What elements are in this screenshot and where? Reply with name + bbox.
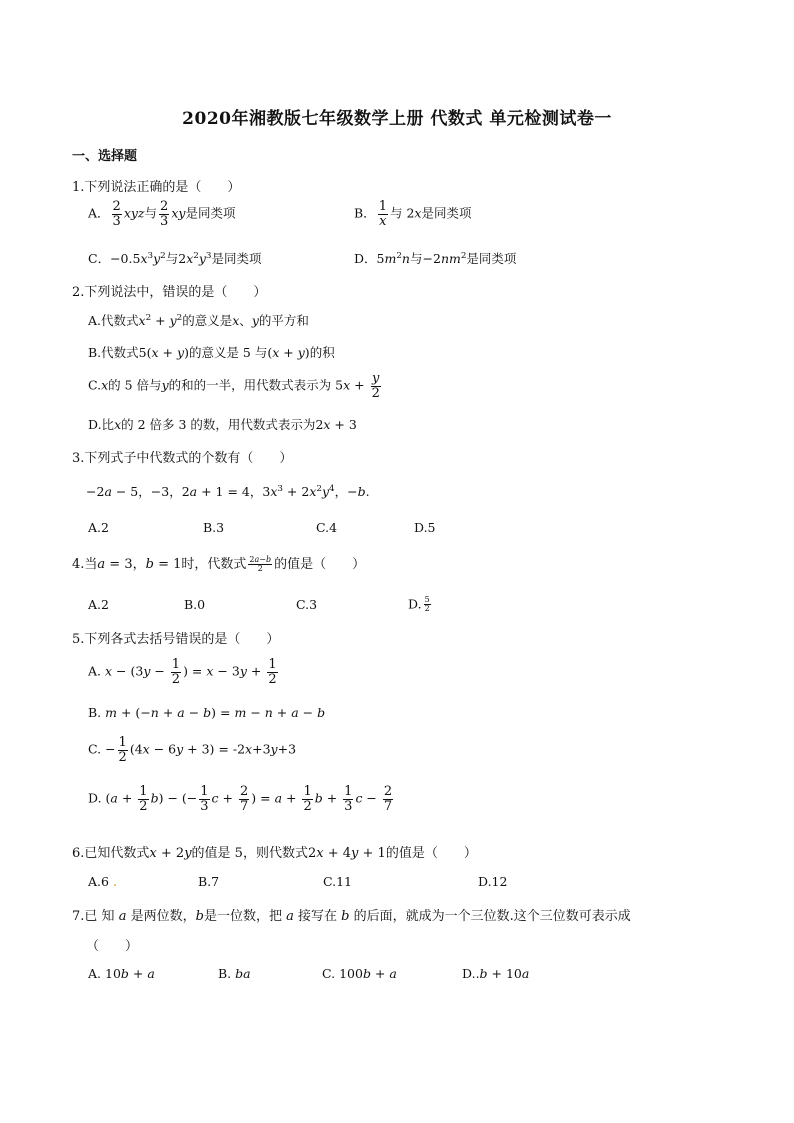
question-1-option-a: A． $\frac{2}{3}$ xyz与 $\frac{2}{3}$ xy是同类项 <box>88 199 236 229</box>
option-label: C． <box>88 251 111 266</box>
question-4-stem: 4.当a = 3，b = 1时，代数式 $\frac{2a-b}{2}$ 的值是（ ） <box>72 554 366 573</box>
option-label: A. <box>88 966 102 981</box>
option-text: 是同类项 <box>421 205 472 221</box>
question-6-option-a <box>88 874 117 889</box>
question-2-stem: 2.下列说法中，错误的是（ ） <box>72 285 267 300</box>
conjunction: 与 <box>165 251 179 266</box>
fraction: $\frac{5}{2}$ <box>424 595 430 614</box>
fraction: $\frac{2}{3}$ <box>160 199 169 229</box>
option-text: 的和的一半，用代数式表示为 <box>168 377 332 393</box>
question-2-option-d: D.比x的 2 倍多 3 的数，用代数式表示为2x + 3 <box>88 417 357 432</box>
option-label: A.代数式 <box>88 313 139 328</box>
stem-text: 是两位数， <box>130 909 196 924</box>
stem-text: 是一位数，把 <box>203 909 282 924</box>
question-4-option-c: C.3 <box>296 597 318 612</box>
question-3-stem: 3.下列式子中代数式的个数有（ ） <box>72 451 293 466</box>
option-label: B． <box>354 205 376 221</box>
option-label: D.比 <box>88 417 115 432</box>
page-title: 2020年湘教版七年级数学上册 代数式 单元检测试卷一 <box>182 109 612 129</box>
stem-text: 的后面，就成为一个三位数.这个三位数可表示成 <box>353 909 631 924</box>
question-4-option-a: A.2 <box>88 597 109 612</box>
question-2-option-b: B.代数式5(x + y)的意义是 5 与(x + y)的积 <box>88 345 335 360</box>
stem-text: 的值是 5，则代数式 <box>191 846 308 861</box>
question-1-stem: 1.下列说法正确的是（ ） <box>72 180 241 195</box>
question-2-option-a: A.代数式$x^2 + y^2$的意义是x、y的平方和 <box>88 312 309 328</box>
option-label: A.6 <box>88 874 109 889</box>
option-text: 的积 <box>309 345 335 360</box>
stem-text: 时，代数式 <box>181 557 247 572</box>
option-text: 的平方和 <box>258 313 309 328</box>
question-3-option-b: B.3 <box>203 520 225 535</box>
stem-text: 7.已 知 <box>72 909 115 924</box>
option-label: D． <box>354 251 377 266</box>
question-2-option-c: C.x的 5 倍与y的和的一半，用代数式表示为 5x + $\frac{y}{2}$ <box>88 371 380 401</box>
question-6-option-d: D.12 <box>478 874 508 889</box>
option-label: B.代数式 <box>88 345 139 360</box>
fraction: $\frac{2}{3}$ <box>112 199 121 229</box>
question-1-option-b: B． $\frac{1}{x}$ 与 2x是同类项 <box>354 199 472 229</box>
fraction: $\frac{1}{2}$ <box>303 784 312 814</box>
fraction: $\frac{1}{2}$ <box>139 784 148 814</box>
question-6-stem: 6.已知代数式x + 2y的值是 5，则代数式2x + 4y + 1的值是（ ） <box>72 846 477 861</box>
question-7-option-c: C. 100b + a <box>322 966 397 981</box>
fraction: $\frac{1}{2}$ <box>268 657 277 687</box>
option-label: B. <box>218 966 232 981</box>
fraction: $\frac{y}{2}$ <box>371 371 380 401</box>
fraction: $\frac{1}{x}$ <box>378 199 387 229</box>
question-3-option-d: D.5 <box>414 520 436 535</box>
question-7-stem-line1: 7.已 知 a 是两位数，b是一位数，把 a 接写在 b 的后面，就成为一个三位数.这个三位数可表示成 <box>72 909 631 924</box>
stem-text: 的值是（ ） <box>274 557 366 572</box>
question-1-option-c: C．$-0.5x^3y^2$与$2x^2y^3$是同类项 <box>88 250 262 266</box>
question-6-option-c: C.11 <box>323 874 352 889</box>
question-7-stem-line2: （ ） <box>86 939 139 954</box>
question-5-option-b: B. m + (−n + a − b) = m − n + a − b <box>88 705 326 720</box>
fraction: $\frac{1}{2}$ <box>118 735 127 765</box>
option-text: 的意义是 <box>182 313 233 328</box>
question-3-option-c: C.4 <box>316 520 338 535</box>
option-text: 是同类项 <box>466 251 517 266</box>
stem-text: 6.已知代数式 <box>72 846 150 861</box>
option-label: D. <box>408 596 422 612</box>
conjunction: 与 <box>409 251 423 266</box>
question-7-option-b: B. ba <box>218 966 251 981</box>
question-5-option-a: A. x − (3y − $\frac{1}{2}$ ) = x − 3y + $\frac{1}{2}$ <box>88 657 277 687</box>
stem-text: 的值是（ ） <box>385 846 477 861</box>
option-label: D. <box>462 966 476 981</box>
option-text: 的 2 倍多 3 的数，用代数式表示为 <box>121 417 316 432</box>
option-text: 的 5 倍与 <box>108 377 162 393</box>
question-5-stem: 5.下列各式去括号错误的是（ ） <box>72 632 280 647</box>
stem-text: 4.当 <box>72 557 98 572</box>
question-3-option-a: A.2 <box>88 520 109 535</box>
question-3-expressions: −2a − 5，−3，2a + 1 = 4，$3x^3 + 2x^2y^4$，−b. <box>86 483 370 499</box>
option-label: A. <box>88 663 102 679</box>
fraction: $\frac{2}{7}$ <box>239 784 249 814</box>
conjunction: 与 <box>144 205 158 221</box>
conjunction: 与 <box>389 205 403 221</box>
fraction: $\frac{2a-b}{2}$ <box>249 554 272 573</box>
question-1-option-d: D．$5m^2n$与$-2nm^2$是同类项 <box>354 250 517 266</box>
fraction: $\frac{1}{3}$ <box>200 784 209 814</box>
option-label: D. <box>88 790 102 806</box>
option-label: A． <box>88 205 110 221</box>
option-label: B. <box>88 705 102 720</box>
question-4-option-d <box>408 596 433 614</box>
question-7-option-a: A. 10b + a <box>88 966 155 981</box>
option-text: 的意义是 5 与 <box>188 345 268 360</box>
question-6-option-b: B.7 <box>198 874 220 889</box>
question-4-option-b: B.0 <box>184 597 206 612</box>
option-text: 是同类项 <box>185 205 236 221</box>
question-5-option-d: D. (a + $\frac{1}{2}$ b) − (− $\frac{1}{3}$ c + $\frac{2}{7}$ ) = a + $\frac{1}{2}$ b + $\frac{1}{3}$ c − $\frac{2}{7}$ <box>88 784 393 814</box>
question-5-option-c: C. − $\frac{1}{2}$ (4x − 6y + 3) = -2x+3y+3 <box>88 735 297 765</box>
stem-text: 接写在 <box>298 909 338 924</box>
option-label: C. <box>322 966 336 981</box>
option-label: C. <box>88 741 102 757</box>
fraction: $\frac{1}{3}$ <box>344 784 353 814</box>
question-7-option-d: D..b + 10a <box>462 966 530 981</box>
mark-dot: . <box>112 874 117 889</box>
section-heading: 一、选择题 <box>72 149 138 164</box>
fraction: $\frac{1}{2}$ <box>171 657 181 687</box>
fraction: $\frac{2}{7}$ <box>383 784 393 814</box>
option-label: C. <box>88 377 102 393</box>
option-text: 是同类项 <box>211 251 262 266</box>
